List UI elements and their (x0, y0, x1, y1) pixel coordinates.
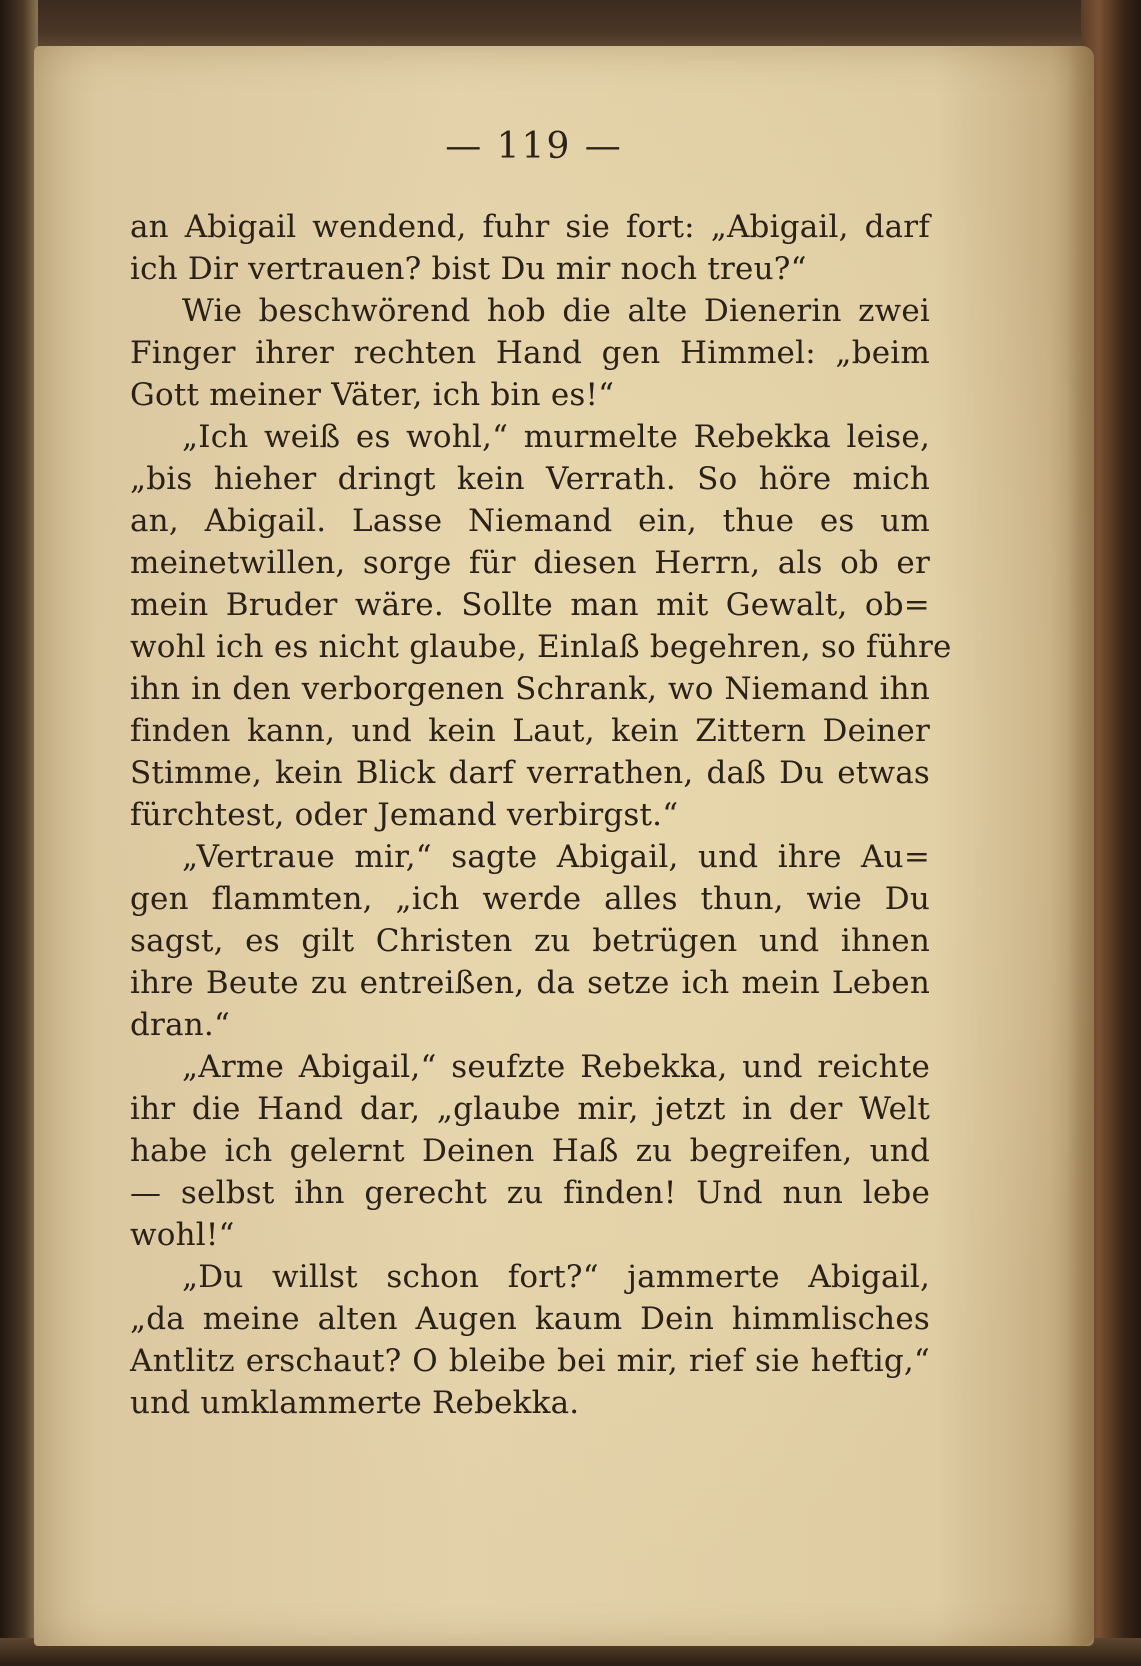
text-line: Finger ihrer rechten Hand gen Himmel: „beim (130, 335, 930, 371)
text-line: Stimme, kein Blick darf verrathen, daß Du etwas (130, 755, 930, 791)
text-line: und umklammerte Rebekka. (130, 1385, 580, 1421)
text-line: „da meine alten Augen kaum Dein himmlisches (130, 1301, 930, 1337)
text-line: Wie beschwörend hob die alte Dienerin zwei (182, 293, 930, 329)
text-line: ich Dir vertrauen? bist Du mir noch treu?“ (130, 251, 807, 287)
text-line: wohl ich es nicht glaube, Einlaß begehren, so führe (130, 629, 952, 665)
text-line: ihn in den verborgenen Schrank, wo Niemand ihn (130, 671, 930, 707)
text-line: Gott meiner Väter, ich bin es!“ (130, 377, 615, 413)
book-page (34, 46, 1094, 1646)
text-line: mein Bruder wäre. Sollte man mit Gewalt, ob= (130, 587, 930, 623)
text-line: „Vertraue mir,“ sagte Abigail, und ihre Au= (182, 839, 930, 875)
text-line: — selbst ihn gerecht zu finden! Und nun lebe (130, 1175, 930, 1211)
text-line: an Abigail wendend, fuhr sie fort: „Abigail, darf (130, 209, 930, 245)
text-line: habe ich gelernt Deinen Haß zu begreifen, und (130, 1133, 930, 1169)
page-number: — 119 — (445, 126, 623, 167)
text-line: „bis hieher dringt kein Verrath. So höre mich (130, 461, 930, 497)
text-line: ihr die Hand dar, „glaube mir, jetzt in der Welt (130, 1091, 930, 1127)
text-line: „Ich weiß es wohl,“ murmelte Rebekka leise, (182, 419, 930, 455)
text-line: „Arme Abigail,“ seufzte Rebekka, und reichte (182, 1049, 930, 1085)
text-line: dran.“ (130, 1007, 231, 1043)
text-line: ihre Beute zu entreißen, da setze ich mein Leben (130, 965, 930, 1001)
text-line: „Du willst schon fort?“ jammerte Abigail, (182, 1259, 930, 1295)
page-edge-shadow (1068, 46, 1094, 1646)
text-line: an, Abigail. Lasse Niemand ein, thue es um (130, 503, 930, 539)
text-line: finden kann, und kein Laut, kein Zittern Deiner (130, 713, 930, 749)
text-line: gen flammten, „ich werde alles thun, wie Du (130, 881, 930, 917)
text-line: Antlitz erschaut? O bleibe bei mir, rief sie heftig,“ (130, 1343, 930, 1379)
book-binding-left (0, 0, 38, 1666)
text-line: wohl!“ (130, 1217, 235, 1253)
text-line: meinetwillen, sorge für diesen Herrn, als ob er (130, 545, 930, 581)
text-line: sagst, es gilt Christen zu betrügen und ihnen (130, 923, 930, 959)
body-text (130, 206, 952, 1424)
text-line: fürchtest, oder Jemand verbirgst.“ (130, 797, 679, 833)
